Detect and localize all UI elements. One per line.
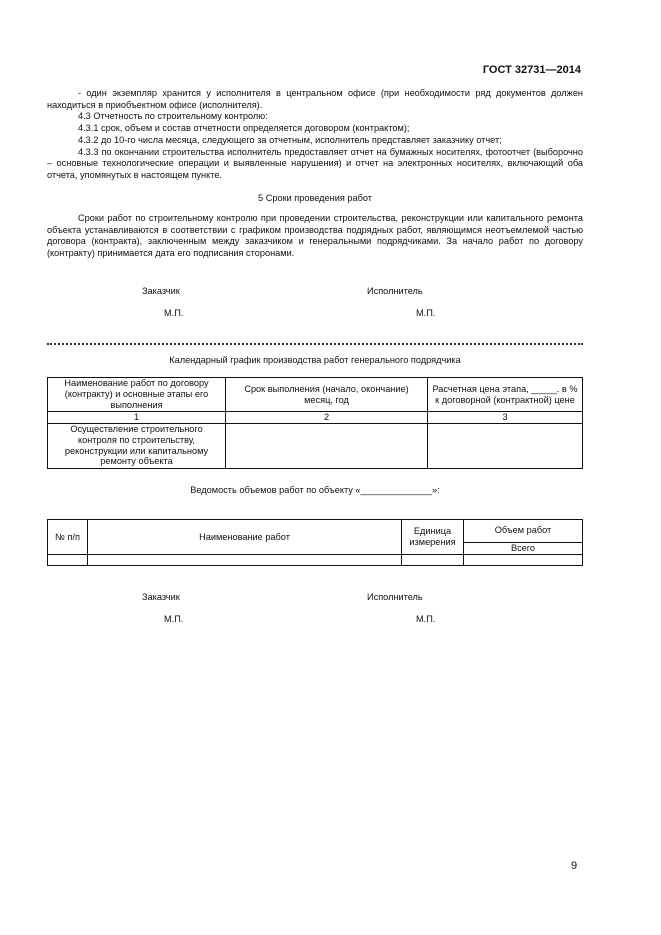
paragraph-4-3-3: 4.3.3 по окончании строительства исполнитель предоставляет отчет на бумажных носителях, фотоотчет (выборочно – основные технологические операции и выявленные нарушения) и отчет на электронных носителях, включающий оба отчета, упомянутых в настоящем пункте. <box>47 146 583 180</box>
section-5-title: 5 Сроки проведения работ <box>258 193 372 203</box>
volumes-cell-total <box>464 555 583 566</box>
paragraph-4-3: 4.3 Отчетность по строительному контролю: <box>78 111 268 122</box>
schedule-header-works: Наименование работ по договору (контракту) и основные этапы его выполнения <box>48 378 226 412</box>
document-code-header: ГОСТ 32731—2014 <box>482 64 581 76</box>
top-paragraphs <box>47 88 583 182</box>
signature-customer: Заказчик <box>142 286 180 296</box>
volumes-header-name: Наименование работ <box>88 520 402 555</box>
signature-customer-2: Заказчик <box>142 592 180 602</box>
signature-contractor: Исполнитель <box>367 286 423 296</box>
paragraph-copy-storage: - один экземпляр хранится у исполнителя в центральном офисе (при необходимости ряд документов должен находиться в приобъектном офисе (исполнителя). <box>47 88 583 110</box>
schedule-header-term: Срок выполнения (начало, окончание) месяц, год <box>226 378 428 412</box>
schedule-col-num-1: 1 <box>48 412 226 424</box>
volumes-header-row-1 <box>48 520 583 543</box>
schedule-header-price: Расчетная цена этапа, _____. в % к договорной (контрактной) цене <box>428 378 583 412</box>
volumes-cell-unit <box>402 555 464 566</box>
volumes-cell-name <box>88 555 402 566</box>
volumes-title: Ведомость объемов работ по объекту «______________»: <box>190 485 440 495</box>
section-5-text <box>47 213 583 260</box>
schedule-row-term <box>226 423 428 468</box>
stamp-customer: М.П. <box>164 308 184 318</box>
stamp-customer-2: М.П. <box>164 614 184 624</box>
paragraph-4-3-2: 4.3.2 до 10-го числа месяца, следующего за отчетным, исполнитель представляет заказчику отчет; <box>78 134 502 145</box>
volumes-header-total: Всего <box>464 542 583 554</box>
volumes-empty-row <box>48 555 583 566</box>
paragraph-4-3-1: 4.3.1 срок, объем и состав отчетности определяется договором (контрактом); <box>78 123 410 134</box>
schedule-col-num-2: 2 <box>226 412 428 424</box>
page-number: 9 <box>571 860 578 872</box>
section-5-paragraph: Сроки работ по строительному контролю при проведении строительства, реконструкции или капитального ремонта объекта устанавливаются в соответствии с графиком производства подрядных работ, являющимся неотъемлемой частью договора (контракта), заключенным между заказчиком и генеральными подрядчиками. За начало работ по договору (контракту) принимается дата его подписания сторонами. <box>47 213 583 259</box>
schedule-row-works: Осуществление строительного контроля по строительству, реконструкции или капитальному ремонту объекта <box>48 423 226 468</box>
stamp-contractor: М.П. <box>416 308 436 318</box>
dotted-divider <box>47 343 583 345</box>
schedule-row-price <box>428 423 583 468</box>
schedule-row <box>48 423 583 468</box>
stamp-contractor-2: М.П. <box>416 614 436 624</box>
schedule-number-row <box>48 412 583 424</box>
schedule-title: Календарный график производства работ генерального подрядчика <box>169 355 461 365</box>
volumes-header-num: № п/п <box>48 520 88 555</box>
schedule-col-num-3: 3 <box>428 412 583 424</box>
volumes-header-unit: Единица измерения <box>402 520 464 555</box>
signature-contractor-2: Исполнитель <box>367 592 423 602</box>
volumes-header-volume: Объем работ <box>464 520 583 543</box>
volumes-cell-num <box>48 555 88 566</box>
schedule-table <box>47 377 583 469</box>
schedule-header-row <box>48 378 583 412</box>
volumes-table <box>47 519 583 566</box>
